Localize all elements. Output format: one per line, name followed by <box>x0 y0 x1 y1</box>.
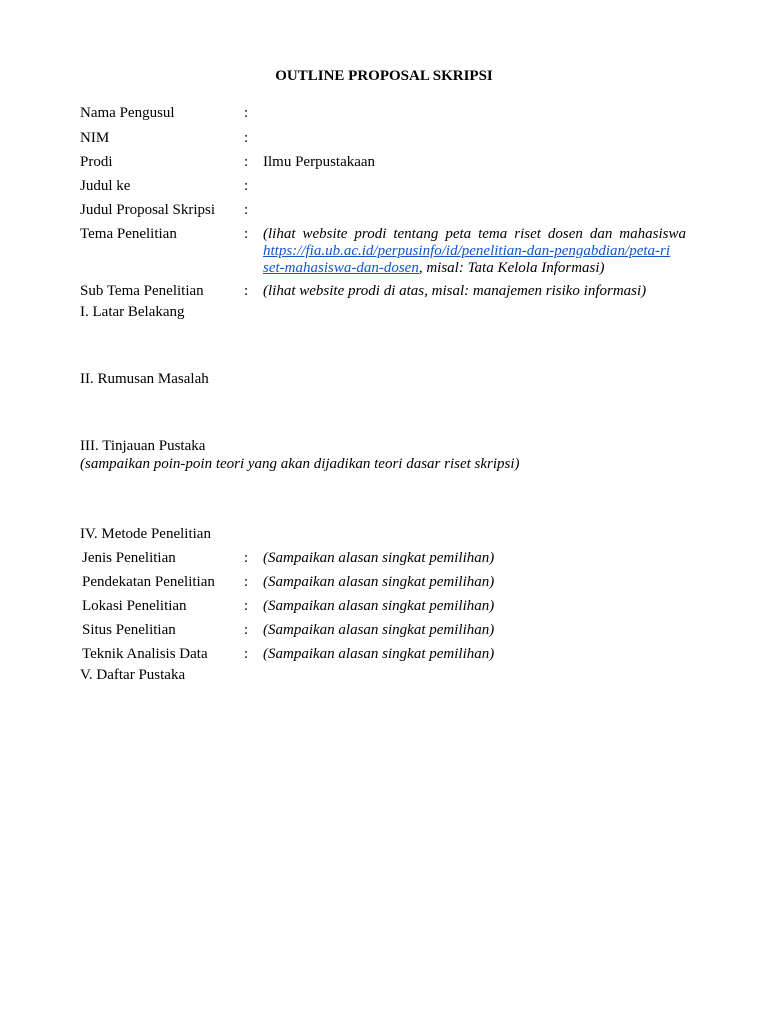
section-tinjauan-pustaka: III. Tinjauan Pustaka <box>80 438 206 454</box>
field-label: Judul ke <box>80 178 131 194</box>
field-label: Judul Proposal Skripsi <box>80 202 216 218</box>
document-title: OUTLINE PROPOSAL SKRIPSI <box>275 68 493 84</box>
colon: : <box>244 105 249 121</box>
field-label: NIM <box>80 130 110 146</box>
metode-label: Situs Penelitian <box>82 622 176 638</box>
tema-text-end: , misal: Tata Kelola Informasi) <box>418 260 605 276</box>
colon: : <box>244 283 249 299</box>
field-label: Sub Tema Penelitian <box>80 283 204 299</box>
tema-link-part-2: set-mahasiswa-dan-dosen <box>263 260 419 276</box>
field-label: Nama Pengusul <box>80 105 175 121</box>
colon: : <box>244 646 249 662</box>
tema-text: (lihat website prodi tentang peta tema riset dosen dan mahasiswa <box>263 226 686 242</box>
field-value: (lihat website prodi di atas, misal: manajemen risiko informasi) <box>263 283 647 299</box>
colon: : <box>244 550 249 566</box>
field-value: Ilmu Perpustakaan <box>263 154 376 170</box>
colon: : <box>244 622 249 638</box>
tinjauan-note: (sampaikan poin-poin teori yang akan dijadikan teori dasar riset skripsi) <box>80 456 520 472</box>
metode-label: Pendekatan Penelitian <box>82 574 215 590</box>
colon: : <box>244 226 249 242</box>
metode-label: Lokasi Penelitian <box>82 598 187 614</box>
colon: : <box>244 178 249 194</box>
metode-value: (Sampaikan alasan singkat pemilihan) <box>263 622 495 638</box>
metode-label: Jenis Penelitian <box>82 550 176 566</box>
colon: : <box>244 598 249 614</box>
metode-label: Teknik Analisis Data <box>82 646 208 662</box>
tema-link-part-1: https://fia.ub.ac.id/perpusinfo/id/penelitian-dan-pengabdian/peta-ri <box>263 243 671 259</box>
section-metode-penelitian: IV. Metode Penelitian <box>80 526 211 542</box>
section-latar-belakang: I. Latar Belakang <box>80 304 185 320</box>
metode-value: (Sampaikan alasan singkat pemilihan) <box>263 598 495 614</box>
metode-value: (Sampaikan alasan singkat pemilihan) <box>263 574 495 590</box>
metode-value: (Sampaikan alasan singkat pemilihan) <box>263 550 495 566</box>
colon: : <box>244 154 249 170</box>
section-daftar-pustaka: V. Daftar Pustaka <box>80 667 186 683</box>
colon: : <box>244 574 249 590</box>
colon: : <box>244 202 249 218</box>
field-value <box>263 226 686 277</box>
section-rumusan-masalah: II. Rumusan Masalah <box>80 371 209 387</box>
field-label: Prodi <box>80 154 113 170</box>
metode-value: (Sampaikan alasan singkat pemilihan) <box>263 646 495 662</box>
field-label: Tema Penelitian <box>80 226 177 242</box>
colon: : <box>244 130 249 146</box>
